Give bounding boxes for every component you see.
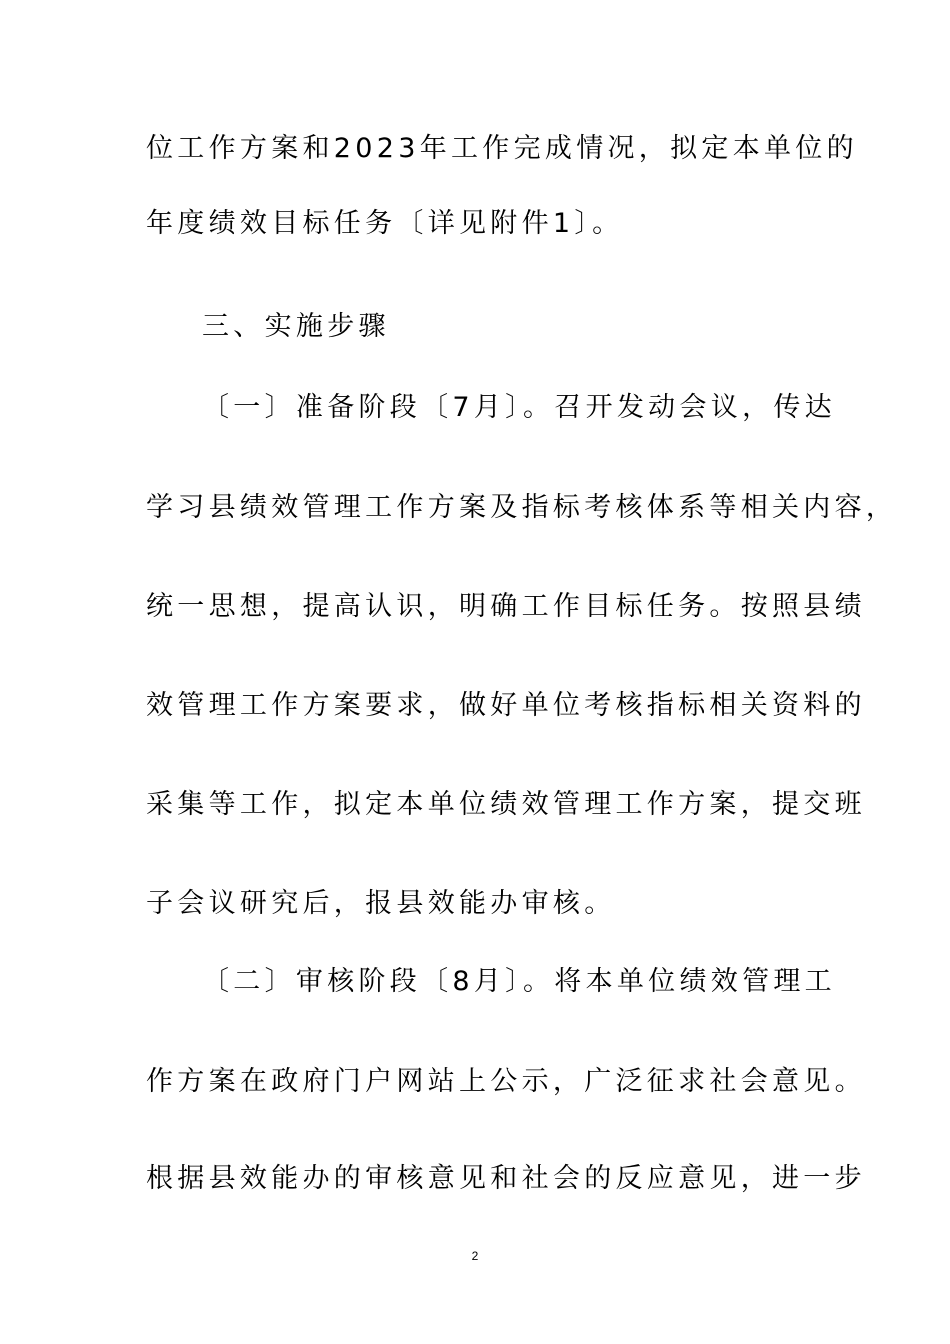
section-heading: 三、实施步骤	[202, 311, 390, 342]
body-line: 根据县效能办的审核意见和社会的反应意见，进一步	[146, 1163, 866, 1194]
page-number: 2	[471, 1249, 479, 1263]
body-line: 学习县绩效管理工作方案及指标考核体系等相关内容，	[146, 492, 898, 523]
body-line: 采集等工作，拟定本单位绩效管理工作方案，提交班	[146, 789, 866, 820]
body-line: 效管理工作方案要求，做好单位考核指标相关资料的	[146, 690, 866, 721]
body-line: 子会议研究后，报县效能办审核。	[146, 888, 616, 919]
body-line: 作方案在政府门户网站上公示，广泛征求社会意见。	[146, 1066, 866, 1097]
paragraph-first-line: 〔二〕审核阶段〔8月〕。将本单位绩效管理工	[202, 966, 836, 997]
body-line: 位工作方案和2023年工作完成情况，拟定本单位的	[146, 133, 858, 164]
body-line: 年度绩效目标任务〔详见附件1〕。	[146, 208, 624, 239]
body-line: 统一思想，提高认识，明确工作目标任务。按照县绩	[146, 591, 866, 622]
paragraph-first-line: 〔一〕准备阶段〔7月〕。召开发动会议，传达	[202, 392, 836, 423]
